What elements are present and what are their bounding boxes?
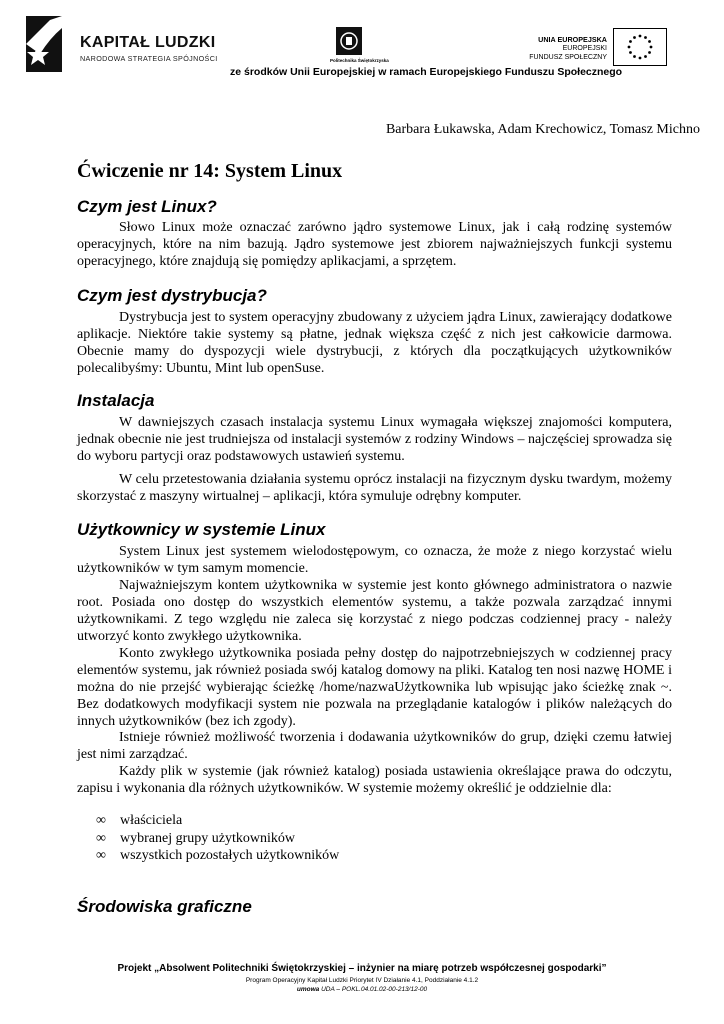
ue-subtitle-1: EUROPEJSKI bbox=[562, 45, 607, 52]
list-item: ∞ wszystkich pozostałych użytkowników bbox=[96, 848, 340, 863]
page-title: Ćwiczenie nr 14: System Linux bbox=[77, 160, 343, 182]
footer-project: Projekt „Absolwent Politechniki Świętokrzyskiej – inżynier na miarę potrzeb współczesnej gospodarki” bbox=[117, 963, 607, 974]
paragraph-uzytkownicy-2: Najważniejszym kontem użytkownika w systemie jest konto głównego administratora o nazwie root. Posiada ono dostęp do wszystkich elementów systemu, a także pozwala zarządzać innymi użytkownikami. Z tego względu nie zaleca się korzystać z niego podczas codziennej pracy - należy utworzyć konto zwykłego użytkownika. bbox=[77, 578, 672, 644]
eu-star bbox=[633, 55, 636, 58]
authors: Barbara Łukawska, Adam Krechowicz, Tomasz Michno bbox=[385, 122, 700, 137]
eu-star bbox=[633, 36, 636, 39]
heading-dystrybucja: Czym jest dystrybucja? bbox=[77, 286, 267, 305]
politechnika-name: Politechnika Świętokrzyska bbox=[330, 58, 389, 63]
ue-title: UNIA EUROPEJSKA bbox=[538, 35, 607, 44]
eu-star bbox=[639, 57, 642, 60]
eu-star bbox=[629, 51, 632, 54]
kapital-ludzki-subtitle: NARODOWA STRATEGIA SPÓJNOŚCI bbox=[80, 54, 218, 63]
bullet-symbol: ∞ bbox=[96, 830, 106, 846]
footer-contract: umowa UDA – POKL.04.01.02-00-213/12-00 bbox=[296, 986, 428, 993]
bullet-symbol: ∞ bbox=[96, 848, 106, 863]
politechnika-logo bbox=[335, 26, 363, 56]
list-item: ∞ wybranej grupy użytkowników bbox=[96, 830, 295, 846]
footer-program: Program Operacyjny Kapitał Ludzki Priorytet IV Działanie 4.1, Poddziałanie 4.1.2 bbox=[245, 977, 479, 984]
permissions-list bbox=[96, 812, 339, 865]
paragraph-uzytkownicy-1: System Linux jest systemem wielodostępowym, co oznacza, że może z niego korzystać wielu użytkowników w tym samym momencie. bbox=[77, 544, 672, 576]
heading-uzytkownicy: Użytkownicy w systemie Linux bbox=[77, 520, 326, 539]
paragraph-uzytkownicy-3: Konto zwykłego użytkownika posiada pełny dostęp do najpotrzebniejszych w codziennej pracy elementów systemu, jak również posiada swój katalog domowy na pliki. Katalog ten nosi nazwę HOME i można do nie przejść wybierając ścieżkę /home/nazwaUżytkownika lub wpisując jako ścieżkę znak ~. Bez dodatkowych modyfikacji system nie pozwala na przeglądanie katalogów i plików należących do innych użytkowników (bez ich zgody). bbox=[77, 646, 672, 729]
eu-star bbox=[648, 51, 651, 54]
header-funding-line: ze środków Unii Europejskiej w ramach Europejskiego Funduszu Społecznego bbox=[230, 66, 623, 78]
heading-czym-jest-linux: Czym jest Linux? bbox=[77, 197, 217, 216]
ue-subtitle-2: FUNDUSZ SPOŁECZNY bbox=[529, 54, 607, 61]
eu-star bbox=[629, 40, 632, 43]
paragraph-linux: Słowo Linux może oznaczać zarówno jądro systemowe Linux, jak i całą rodzinę systemów operacyjnych, które na nim bazują. Jądro systemowe jest zbiorem najważniejszych funkcji systemu operacyjnego, które znajdują się pomiędzy aplikacjami, a sprzętem. bbox=[77, 220, 672, 269]
eu-star bbox=[650, 46, 653, 49]
eu-star bbox=[644, 36, 647, 39]
list-item: ∞ właściciela bbox=[96, 813, 183, 828]
paragraph-instalacja-2: W celu przetestowania działania systemu oprócz instalacji na fizycznym dysku twardym, możemy skorzystać z maszyny wirtualnej – aplikacji, która symuluje odrębny komputer. bbox=[77, 472, 672, 504]
paragraph-instalacja-1: W dawniejszych czasach instalacja systemu Linux wymagała większej znajomości komputera, jednak obecnie nie jest trudniejsza od instalacji systemów z rodziny Windows – najczęściej sprowadza się do wyboru partycji oraz podstawowych ustawień systemu. bbox=[77, 415, 672, 464]
heading-srodowiska-graficzne: Środowiska graficzne bbox=[77, 897, 252, 916]
heading-instalacja: Instalacja bbox=[77, 391, 155, 410]
eu-star bbox=[648, 40, 651, 43]
paragraph-uzytkownicy-4: Istnieje również możliwość tworzenia i dodawania użytkowników do grup, dzięki czemu łatwiej jest nimi zarządzać. bbox=[77, 730, 672, 762]
kapital-ludzki-title: KAPITAŁ LUDZKI bbox=[80, 34, 216, 51]
kapital-ludzki-logo bbox=[22, 14, 66, 74]
eu-flag-icon bbox=[613, 28, 667, 66]
eu-star bbox=[644, 55, 647, 58]
bullet-symbol: ∞ bbox=[96, 813, 106, 828]
eu-star bbox=[628, 46, 631, 49]
paragraph-dystrybucja: Dystrybucja jest to system operacyjny zbudowany z użyciem jądra Linux, zawierający dodatkowe aplikacje. Niektóre takie systemy są płatne, jednak większa część z nich jest całkowicie darmowa. Obecnie mamy do dyspozycji wiele dystrybucji, z których dla początkujących użytkowników polecalibyśmy: Ubuntu, Mint lub openSuse. bbox=[77, 310, 672, 376]
paragraph-uzytkownicy-5: Każdy plik w systemie (jak również katalog) posiada ustawienia określające prawa do odczytu, zapisu i wykonania dla różnych użytkowników. W systemie możemy określić je oddzielnie dla: bbox=[77, 764, 672, 796]
eu-star bbox=[639, 35, 642, 38]
